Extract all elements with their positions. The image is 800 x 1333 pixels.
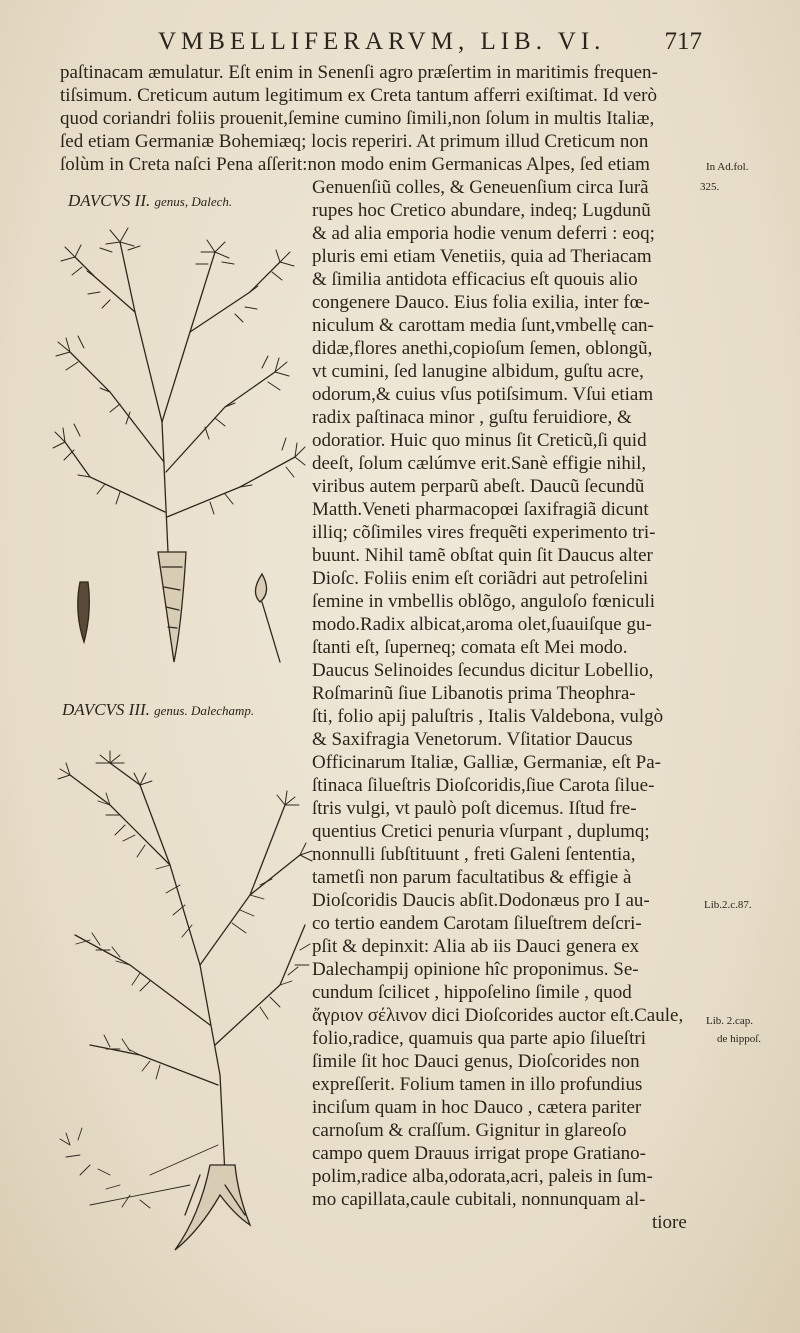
daucus-ii-illustration <box>50 222 310 672</box>
text-line: expreſſerit. Folium tamen in illo profundius <box>312 1074 643 1095</box>
margin-note: In Ad.fol. <box>706 161 749 173</box>
text-line: ἄγριον σέλινον dici Dioſcorides auctor eſt.Caule, <box>312 1005 684 1026</box>
margin-note: Lib. 2.cap. <box>706 1015 754 1027</box>
text-line: quod coriandri foliis prouenit,ſemine cumino ſimili,non ſolum in multis Italiæ, <box>60 108 655 129</box>
text-line: campo quem Drauus irrigat prope Gratiano- <box>312 1143 646 1164</box>
text-line: ſti, folio apij paluſtris , Italis Valdebona, vulgò <box>312 706 664 727</box>
text-line: Dioſc. Foliis enim eſt coriãdri aut petroſelini <box>312 568 649 589</box>
caption-subtitle: genus. Dalechamp. <box>154 703 255 718</box>
text-line: Dalechampij opinione hîc proponimus. Se- <box>312 959 639 980</box>
text-line: radix paſtinaca minor , guſtu feruidiore, & <box>312 407 632 428</box>
text-line: didæ,flores anethi,copioſum ſemen, oblongũ, <box>312 338 653 359</box>
text-line: pluris emi etiam Venetiis, quia ad Theriacam <box>312 246 652 267</box>
text-line: ſed etiam Germaniæ Bohemiæq; locis reperiri. At primum illud Creticum non <box>60 131 649 152</box>
text-line: carnoſum & craſſum. Gignitur in glareoſo <box>312 1120 627 1141</box>
daucus-iii-illustration <box>50 745 320 1265</box>
text-line: modo.Radix albicat,aroma olet,ſuauiſque gu- <box>312 614 652 635</box>
text-line: co tertio eandem Carotam ſilueſtrem deſcri- <box>312 913 642 934</box>
text-line: tametſi non parum facultatibus & effigie à <box>312 867 632 888</box>
text-line: congenere Dauco. Eius folia exilia, inter fœ- <box>312 292 650 313</box>
margin-note: 325. <box>700 181 720 193</box>
text-line: mo capillata,caule cubitali, nonnunquam al- <box>312 1189 646 1210</box>
text-line: paſtinacam æmulatur. Eſt enim in Senenſi agro præſertim in maritimis frequen- <box>60 62 658 83</box>
text-line: nonnulli ſubſtituunt , freti Galeni ſententia, <box>312 844 636 865</box>
text-line: odoratior. Huic quo minus ſit Creticũ,ſi quid <box>312 430 647 451</box>
text-line: Matth.Veneti pharmacopœi ſaxifragiã dicunt <box>312 499 649 520</box>
text-line: quentius Cretici penuria vſurpant , duplumq; <box>312 821 650 842</box>
running-title: VMBELLIFERARVM, LIB. VI. <box>158 28 606 55</box>
text-line: Roſmarinũ ſiue Libanotis prima Theophra- <box>312 683 636 704</box>
text-line: tiſsimum. Creticum autum legitimum ex Creta tantum afferri exiſtimat. Id verò <box>60 85 657 106</box>
text-line: ſolùm in Creta naſci Pena aſſerit:non modo enim Germanicas Alpes, ſed etiam <box>60 154 650 175</box>
text-line: odorum,& cuius vſus potiſsimum. Vſui etiam <box>312 384 654 405</box>
text-line: pſit & depinxit: Alia ab iis Dauci genera ex <box>312 936 640 957</box>
text-line: viribus autem perparũ abeſt. Daucũ ſecundũ <box>312 476 645 497</box>
text-line: tiore <box>652 1212 687 1233</box>
margin-note: Lib.2.c.87. <box>704 899 752 911</box>
text-line: ſtinaca ſilueſtris Dioſcoridis,ſiue Carota ſilue- <box>312 775 655 796</box>
text-line: Dioſcoridis Daucis abſit.Dodonæus pro I au- <box>312 890 650 911</box>
text-line: & ad alia emporia hodie venum deferri : eoq; <box>312 223 655 244</box>
text-line: Genuenſiũ colles, & Geneuenſium circa Iurã <box>312 177 649 198</box>
text-line: ſemine in vmbellis oblõgo, anguloſo fœniculi <box>312 591 656 612</box>
text-line: & ſimilia antidota efficacius eſt quouis alio <box>312 269 638 290</box>
text-line: Daucus Selinoides ſecundus dicitur Lobellio, <box>312 660 654 681</box>
text-line: ſtris vulgi, vt paulò poſt dicemus. Iſtud fre- <box>312 798 637 819</box>
text-line: ſtanti eſt, ſuperneq; comata eſt Mei modo. <box>312 637 628 658</box>
text-line: rupes hoc Cretico abundare, indeq; Lugdunũ <box>312 200 651 221</box>
caption-title: DAVCVS III. <box>62 700 150 719</box>
page-number: 717 <box>664 28 702 55</box>
figure-caption <box>68 191 232 212</box>
text-line: illiq; cõſimiles vires frequẽti experimento tri- <box>312 522 656 543</box>
margin-note: de hippoſ. <box>717 1033 761 1045</box>
text-line: deeſt, ſolum cælúmve erit.Sanè effigie nihil, <box>312 453 647 474</box>
text-line: & Saxifragia Venetorum. Vſitatior Daucus <box>312 729 633 750</box>
text-line: ſimile ſit hoc Dauci genus, Dioſcorides non <box>312 1051 640 1072</box>
text-line: polim,radice alba,odorata,acri, paleis in ſum- <box>312 1166 653 1187</box>
text-line: vt cumini, ſed lanugine albidum, guſtu acre, <box>312 361 644 382</box>
text-line: Officinarum Italiæ, Galliæ, Germaniæ, eſt Pa- <box>312 752 661 773</box>
caption-subtitle: genus, Dalech. <box>154 194 233 209</box>
text-line: niculum & carottam media ſunt,vmbellę can- <box>312 315 654 336</box>
page-header <box>150 28 710 58</box>
caption-title: DAVCVS II. <box>68 191 151 210</box>
text-line: inciſum quam in hoc Dauco , cætera pariter <box>312 1097 642 1118</box>
text-line: folio,radice, quamuis qua parte apio ſilueſtri <box>312 1028 646 1049</box>
text-line: buunt. Nihil tamẽ obſtat quin ſit Daucus alter <box>312 545 653 566</box>
text-line: cundum ſcilicet , hippoſelino ſimile , quod <box>312 982 632 1003</box>
figure-caption <box>62 700 254 721</box>
